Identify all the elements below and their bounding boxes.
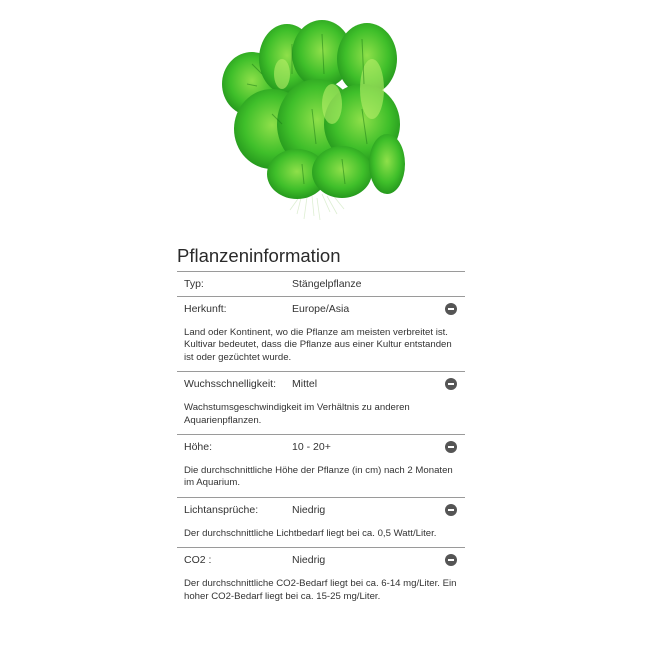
section-title: Pflanzeninformation	[177, 244, 465, 272]
row-description: Land oder Kontinent, wo die Pflanze am meisten verbreitet ist. Kultivar bedeutet, dass die Pflanze aus einer Kultur entstanden ist oder gezüchtet wurde.	[184, 327, 452, 363]
plant-image	[212, 14, 424, 226]
row-value: Niedrig	[292, 503, 326, 516]
row-label: Typ:	[184, 278, 204, 290]
collapse-icon[interactable]	[445, 504, 457, 516]
row-label: Lichtansprüche:	[184, 503, 259, 516]
row-description: Der durchschnittliche Lichtbedarf liegt bei ca. 0,5 Watt/Liter.	[184, 527, 437, 539]
info-row-light	[177, 498, 465, 548]
row-label: CO2 :	[184, 554, 212, 567]
row-label: Wuchsschnelligkeit:	[184, 378, 277, 391]
info-row-growth-rate	[177, 372, 465, 435]
row-label: Höhe:	[184, 441, 213, 454]
info-row-origin	[177, 297, 465, 372]
plant-icon	[212, 14, 424, 226]
collapse-icon[interactable]	[445, 378, 457, 390]
row-value: Niedrig	[292, 554, 326, 567]
collapse-icon[interactable]	[445, 441, 457, 453]
row-description: Wachstumsgeschwindigkeit im Verhältnis zu anderen Aquarienpflanzen.	[184, 402, 410, 426]
row-description: Die durchschnittliche Höhe der Pflanze (in cm) nach 2 Monaten im Aquarium.	[184, 465, 453, 489]
info-row-height	[177, 435, 465, 498]
row-value: Europe/Asia	[292, 303, 350, 315]
plant-info-card	[177, 244, 465, 610]
info-row-type	[177, 272, 465, 297]
collapse-icon[interactable]	[445, 554, 457, 566]
row-description: Der durchschnittliche CO2-Bedarf liegt bei ca. 6-14 mg/Liter. Ein hoher CO2-Bedarf liegt bei ca. 15-25 mg/Liter.	[184, 578, 457, 602]
row-value: Stängelpflanze	[292, 278, 362, 290]
row-label: Herkunft:	[184, 303, 227, 315]
row-value: 10 - 20+	[292, 441, 331, 454]
info-row-co2	[177, 548, 465, 610]
row-value: Mittel	[292, 378, 318, 391]
collapse-icon[interactable]	[445, 303, 457, 315]
